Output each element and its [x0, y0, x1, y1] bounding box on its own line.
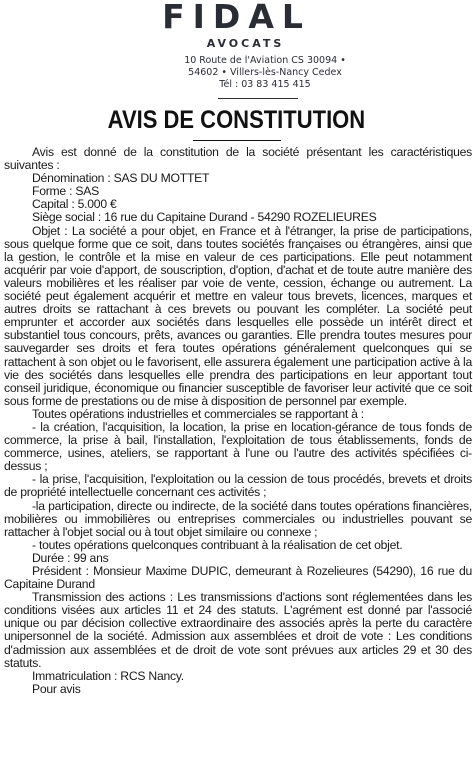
paragraph-capital: Capital : 5.000 € — [32, 197, 117, 212]
paragraph-operations: Toutes opérations industrielles et commerciales se rapportant à : — [32, 406, 364, 421]
paragraph-list-2: - la prise, l'acquisition, l'exploitation ou la cession de tous procédés, brevets et droits de propriété intellectuelle concernant ces activités ; — [4, 472, 472, 500]
paragraph-denomination: Dénomination : SAS DU MOTTET — [32, 171, 210, 186]
paragraph-list-1: - la création, l'acquisition, la location, la prise en location-gérance de tous fonds de commerce, la prise à bail, l'installation, l'exploitation de tous établissements, fonds de commerce, usines, ateliers, se rapportant à l'une ou l'autre des activités spécifiées ci-dessus ; — [4, 419, 472, 474]
paragraph-siege: Siège social : 16 rue du Capitaine Durand - 54290 ROZELIEURES — [32, 210, 377, 225]
notice-body — [4, 146, 472, 696]
fidal-logo: FIDAL — [162, 0, 311, 36]
title-underline — [193, 140, 281, 141]
paragraph-intro: Avis est donné de la constitution de la société présentant les caractéristiques suivantes : — [4, 145, 472, 173]
paragraph-transmission: Transmission des actions : Les transmissions d'actions sont réglementées dans les conditions visées aux articles 11 et 24 des statuts. L'agrément est donné par l'associé unique ou par décision collective extraordinaire des associés après la perte du caractère unipersonnel de la société. Admission aux assemblées et droit de vote : Les conditions d'admission aux assemblées et de droit de vote sont prévues aux articles 29 et 30 des statuts. — [4, 590, 472, 670]
paragraph-objet: Objet : La société a pour objet, en France et à l'étranger, la prise de participations, sous quelque forme que ce soit, dans toutes sociétés françaises ou étrangères, ainsi que la gestion, le contrôle et la mise en valeur de ces participations. Elle peut notamment acquérir par voie d'apport, de souscription, d'option, d'achat et de toute autre manière des valeurs mobilières et les réaliser par voie de vente, cession, échange ou autrement. La société peut également acquérir et mettre en valeur tous brevets, licences, marques et autres droits se rattachant à ces brevets ou pouvant les compléter. La société peut emprunter et accorder aux sociétés dans lesquelles elle possède un intérêt direct et substantiel tous concours, prêts, avances ou garanties. Elle prendra toutes mesures pour sauvegarder ses droits et fera toutes opérations généralement quelconques qui se rattachent à son objet ou le favorisent, elle assurera également une participation active à la vie des sociétés dans lesquelles elle prendra des participations en leur apportant tout conseil juridique, économique ou financier susceptible de favoriser leur activité que ce soit sous forme de prestations ou de mise à disposition de personnel par exemple. — [4, 223, 472, 408]
paragraph-list-3: -la participation, directe ou indirecte, de la société dans toutes opérations financières, mobilières ou immobilières ou entreprises commerciales ou industrielles pouvant se rattacher à l'objet social ou à tout objet similaire ou connexe ; — [4, 498, 472, 539]
address-line-3: Tél : 03 83 415 415 — [219, 79, 311, 90]
paragraph-forme: Forme : SAS — [32, 184, 100, 199]
paragraph-immatriculation: Immatriculation : RCS Nancy. — [32, 668, 184, 683]
address-line-1: 10 Route de l'Aviation CS 30094 • — [184, 55, 346, 66]
paragraph-list-4: - toutes opérations quelconques contribuant à la réalisation de cet objet. — [32, 537, 403, 552]
logo-subtitle: AVOCATS — [206, 37, 285, 50]
header-divider — [218, 98, 298, 99]
paragraph-president: Président : Monsieur Maxime DUPIC, demeurant à Rozelieures (54290), 16 rue du Capitaine Durand — [4, 564, 472, 592]
paragraph-pour-avis: Pour avis — [32, 681, 81, 696]
paragraph-duree: Durée : 99 ans — [32, 550, 109, 565]
firm-address — [100, 55, 430, 91]
address-line-2: 54602 • Villers-lès-Nancy Cedex — [188, 67, 342, 78]
notice-title: AVIS DE CONSTITUTION — [107, 106, 366, 134]
